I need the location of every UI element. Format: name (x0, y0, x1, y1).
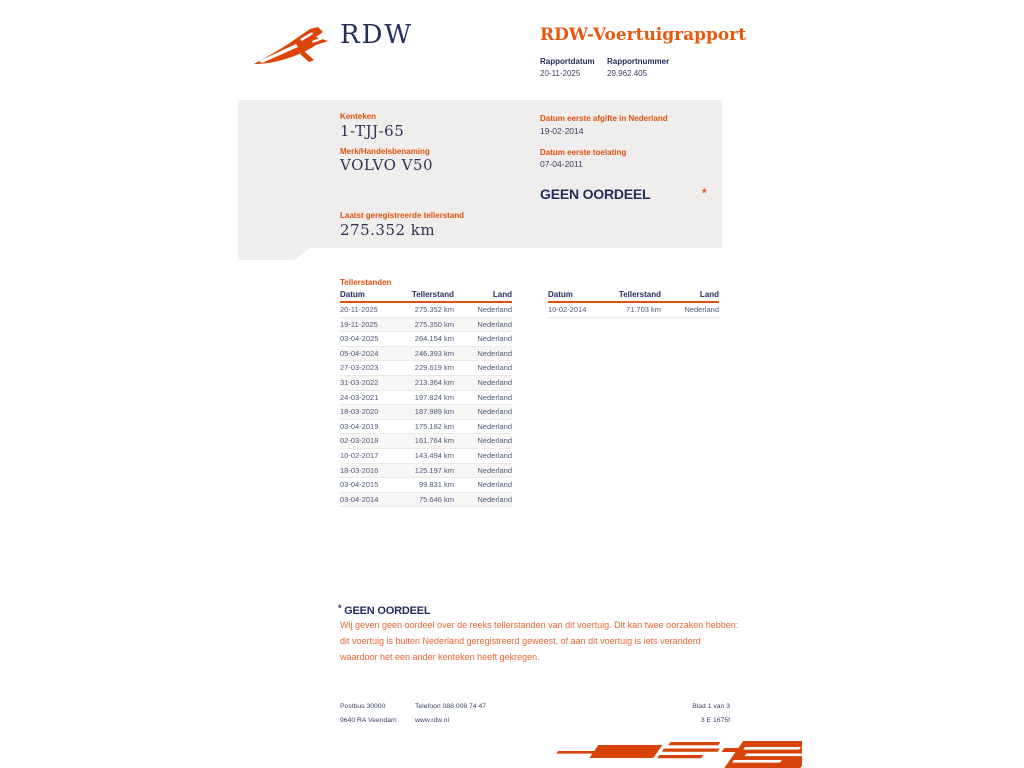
table-cell: 275.350 km (414, 319, 454, 329)
table-cell: Nederland (477, 450, 512, 460)
footer-phone: Telefoon 088 008 74 47 (415, 703, 487, 710)
footer-page-block (620, 700, 730, 728)
footer-website: www.rdw.nl (415, 717, 449, 724)
table-cell: Nederland (477, 392, 512, 402)
table-cell: 03-04-2019 (340, 421, 379, 431)
note-asterisk: * (338, 603, 342, 613)
odometer-table-left (340, 290, 512, 507)
afgifte-value: 19-02-2014 (540, 126, 584, 136)
table-cell: Nederland (477, 305, 512, 314)
col-header-tellerstand: Tellerstand (618, 290, 661, 299)
summary-box-tail (238, 248, 310, 260)
kenteken-value: 1-TJJ-65 (340, 122, 405, 140)
table-cell: 175.182 km (414, 421, 454, 431)
table-cell: 02-03-2018 (340, 436, 379, 446)
table-cell: 246.393 km (414, 348, 454, 358)
table-row (340, 449, 512, 464)
col-header-land: Land (492, 290, 512, 299)
table-row (340, 332, 512, 347)
table-row (340, 420, 512, 435)
rdw-speed-stripes-graphic (540, 737, 802, 768)
table-cell: 18-03-2016 (340, 465, 379, 475)
table-row (340, 347, 512, 362)
table-cell: 275.352 km (414, 305, 454, 314)
footer-postbus: Postbus 30000 (340, 703, 386, 710)
toelating-label: Datum eerste toelating (540, 148, 627, 157)
col-header-datum: Datum (548, 290, 573, 299)
table-cell: 03-04-2025 (340, 334, 379, 344)
note-body: Wij geven geen oordeel over de reeks tellerstanden van dit voertuig. Dit kan twee oorzaken hebben: dit voertuig is buiten Nederland geregistreerd geweest, of aan dit voertuig is iets veranderd waardoor het een ander kenteken heeft gekregen. (340, 620, 739, 662)
table-cell: Nederland (477, 494, 512, 504)
document-title: RDW-Voertuigrapport (540, 25, 747, 45)
merk-label: Merk/Handelsbenaming (340, 147, 430, 156)
merk-value: VOLVO V50 (340, 156, 434, 174)
verdict-asterisk: * (702, 186, 707, 200)
table-row (340, 391, 512, 406)
report-date-value: 20-11-2025 (540, 69, 581, 78)
table-cell: 10-02-2014 (548, 305, 587, 314)
toelating-value: 07-04-2011 (540, 159, 583, 169)
table-row (340, 318, 512, 333)
table-row (548, 303, 719, 318)
rdw-bird-logo-icon (252, 24, 334, 68)
footer-page-indicator: Blad 1 van 3 (692, 703, 730, 710)
footer-form-code: 3 E 1675f (700, 717, 730, 724)
table-cell: 19-11-2025 (340, 319, 378, 329)
table-cell: 187.989 km (414, 407, 454, 417)
report-date-label: Rapportdatum (540, 57, 595, 66)
table-cell: 71.703 km (625, 305, 661, 314)
table-cell: 20-11-2025 (340, 305, 378, 314)
table-cell: Nederland (477, 348, 512, 358)
table-row (340, 361, 512, 376)
table-cell: Nederland (477, 319, 512, 329)
table-cell: Nederland (477, 334, 512, 344)
table-cell: 161.764 km (414, 436, 454, 446)
footer-contact (415, 700, 486, 728)
table-cell: 229.619 km (414, 363, 454, 373)
col-header-land: Land (699, 290, 719, 299)
table-cell: 99.831 km (418, 480, 454, 490)
table-cell: 75.646 km (418, 494, 454, 504)
table-cell: 03-04-2015 (340, 480, 379, 490)
note-title-text: GEEN OORDEEL (344, 605, 431, 617)
table-cell: 213.364 km (414, 377, 454, 387)
table-header-row (340, 290, 512, 303)
table-cell: Nederland (684, 305, 719, 314)
col-header-tellerstand: Tellerstand (411, 290, 454, 299)
table-row (340, 376, 512, 391)
tellerstand-label: Laatst geregistreerde tellerstand (340, 211, 465, 220)
table-row (340, 434, 512, 449)
footer-address (340, 700, 397, 728)
table-cell: Nederland (477, 421, 512, 431)
report-number-value: 29.962.405 (607, 69, 648, 78)
tellerstanden-section-title: Tellerstanden (340, 278, 392, 287)
table-cell: Nederland (477, 465, 512, 475)
report-number-label: Rapportnummer (607, 57, 670, 66)
table-cell: 143.494 km (414, 450, 454, 460)
table-cell: 125.197 km (414, 465, 454, 475)
afgifte-label: Datum eerste afgifte in Nederland (540, 114, 668, 123)
table-cell: 10-02-2017 (340, 450, 379, 460)
table-row (340, 303, 512, 318)
note-title (338, 603, 430, 617)
col-header-datum: Datum (340, 290, 365, 299)
table-cell: 03-04-2014 (340, 494, 379, 504)
table-header-row (548, 290, 719, 303)
odometer-table-right (548, 290, 719, 318)
tellerstand-value: 275.352 km (340, 221, 436, 239)
table-row (340, 464, 512, 479)
table-cell: Nederland (477, 377, 512, 387)
table-cell: Nederland (477, 363, 512, 373)
table-cell: Nederland (477, 436, 512, 446)
table-cell: 31-03-2022 (340, 377, 379, 387)
table-row (340, 478, 512, 493)
kenteken-label: Kenteken (340, 112, 377, 121)
table-cell: Nederland (477, 480, 512, 490)
verdict-text: GEEN OORDEEL (540, 186, 651, 202)
table-cell: 05-04-2024 (340, 348, 379, 358)
footer-city: 9640 RA Veendam (340, 717, 397, 724)
table-row (340, 405, 512, 420)
table-cell: 24-03-2021 (340, 392, 379, 402)
table-cell: Nederland (477, 407, 512, 417)
table-cell: 264.154 km (414, 334, 454, 344)
table-cell: 18-03-2020 (340, 407, 379, 417)
table-cell: 27-03-2023 (340, 363, 379, 373)
table-row (340, 493, 512, 508)
table-cell: 197.824 km (414, 392, 454, 402)
rdw-logo-text: RDW (340, 20, 414, 50)
